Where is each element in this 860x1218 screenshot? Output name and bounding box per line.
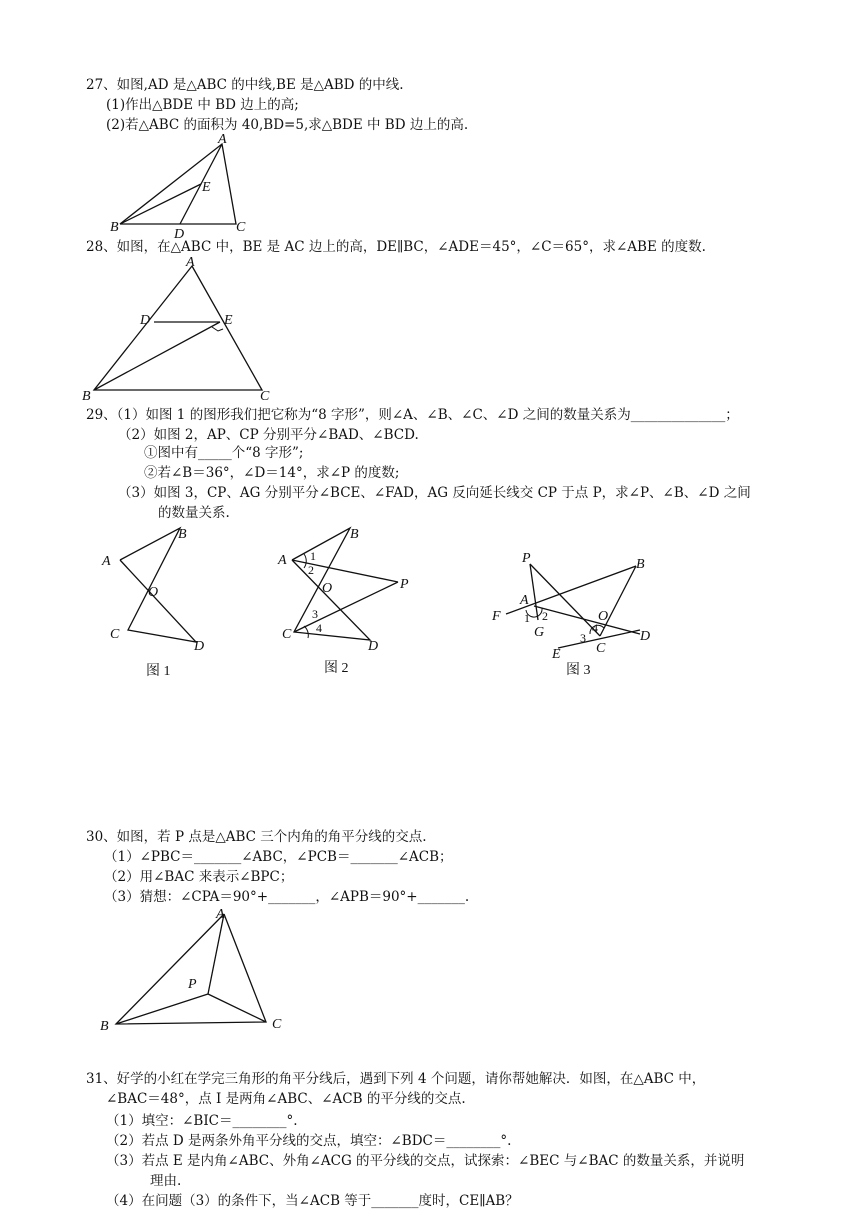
q30-label-a: A [216,907,225,922]
q29-part2: （2）如图 2，AP、CP 分别平分∠BAD、∠BCD. [118,427,419,443]
fig2-label-d: D [368,639,379,654]
q30-triangle-abc [116,914,266,1024]
q30-stem: 30、如图，若 P 点是△ABC 三个内角的角平分线的交点. [86,829,427,845]
q31-part4: （4）在问题（3）的条件下，当∠ACB 等于_______度时，CE∥AB？ [106,1193,519,1209]
fig3-line-ad [534,606,640,634]
q27-stem: 27、如图,AD 是△ABC 的中线,BE 是△ABD 的中线. [86,77,404,93]
q27-label-c: C [236,220,246,235]
fig1-label-a: A [102,554,111,569]
q27-label-e: E [202,180,211,195]
fig2-label-a: A [278,553,287,568]
q29-part3b: 的数量关系. [158,505,230,521]
fig3-label-c: C [596,641,606,656]
fig3-label-p: P [522,551,531,566]
q31-stem-2: ∠BAC＝48°，点 I 是两角∠ABC、∠ACB 的平分线的交点. [106,1091,466,1107]
fig3-label-a: A [520,593,529,608]
fig2-num-2: 2 [308,563,314,577]
q30-segment-ap [208,914,224,994]
fig3-label-b: B [636,557,645,572]
fig3-label-f: F [492,609,501,624]
q30-part3: （3）猜想：∠CPA＝90°+_______，∠APB＝90°+_______. [104,889,470,905]
q31-part2: （2）若点 D 是两条外角平分线的交点，填空：∠BDC＝________°. [106,1133,512,1149]
q27-label-a: A [218,132,227,147]
fig3-num-4: 4 [592,621,598,635]
fig3-label-e: E [552,647,561,662]
fig3-label-d: D [640,629,651,644]
q30-label-b: B [100,1019,109,1034]
fig2-label-p: P [400,577,409,592]
fig2-num-4: 4 [316,621,322,635]
fig1-label-c: C [110,627,120,642]
q30-part1: （1）∠PBC＝_______∠ABC，∠PCB＝_______∠ACB； [104,849,453,865]
q28-figure [78,254,278,404]
q29-part2b: ②若∠B＝36°，∠D＝14°，求∠P 的度数; [144,465,400,481]
q27-part2: (2)若△ABC 的面积为 40,BD=5,求△BDE 中 BD 边上的高. [106,117,469,133]
fig3-num-3: 3 [580,631,586,645]
q27-label-b: B [110,220,119,235]
fig2-label-o: O [322,581,333,596]
fig1-label-d: D [194,639,205,654]
fig2-angle-arc-c [304,626,308,638]
fig3-num-2: 2 [542,609,548,623]
q29-stem: 29、（1）如图 1 的图形我们把它称为“8 字形”，则∠A、∠B、∠C、∠D 之间的数量关系为______________； [86,407,739,423]
q28-altitude-be [94,322,220,390]
q31-part3: （3）若点 E 是内角∠ABC、外角∠ACG 的平分线的交点，试探索：∠BEC 与∠BAC 的数量关系，并说明 [106,1153,745,1169]
q31-part1: （1）填空：∠BIC＝________°. [106,1113,298,1129]
q30-part2: （2）用∠BAC 来表示∠BPC； [104,869,294,885]
q31-part3b: 理由. [150,1173,182,1189]
fig1-label-b: B [178,527,187,542]
fig3-line-pg [530,564,538,620]
q27-label-d: D [174,227,185,240]
fig3-num-1: 1 [524,611,530,625]
fig1-caption: 图 1 [146,664,171,679]
q27-part1: (1)作出△BDE 中 BD 边上的高; [106,97,299,113]
fig2-num-1: 1 [310,549,316,563]
fig2-caption: 图 2 [324,661,349,676]
q30-segment-bp [116,994,208,1024]
fig2-label-c: C [282,627,292,642]
fig3-caption: 图 3 [566,663,591,678]
q30-label-c: C [272,1017,282,1032]
q27-figure [108,130,258,240]
q28-label-e: E [224,313,233,328]
q29-figure-1 [96,520,216,680]
q28-stem: 28、如图，在△ABC 中，BE 是 AC 边上的高，DE∥BC，∠ADE＝45°，∠C＝65°，求∠ABE 的度数. [86,239,706,255]
fig1-label-o: O [148,585,159,600]
q28-triangle-abc [94,266,262,390]
q29-figure-3 [486,544,666,680]
q28-label-c: C [260,389,270,404]
fig3-label-o: O [598,609,609,624]
fig2-num-3: 3 [312,607,318,621]
fig3-label-g: G [534,625,545,640]
q28-label-d: D [140,313,151,328]
q28-right-angle-mark [212,327,223,331]
q31-stem: 31、好学的小红在学完三角形的角平分线后，遇到下列 4 个问题，请你帮她解决．如图，在△ABC 中， [86,1071,706,1087]
q27-triangle-abc [120,144,236,224]
fig2-angle-arc-a [304,554,306,568]
q30-label-p: P [188,977,197,992]
q27-median-be [120,184,201,224]
q29-figure-2 [272,518,422,680]
q30-figure [94,902,304,1036]
q28-label-a: A [186,255,195,270]
q28-label-b: B [82,389,91,404]
fig2-bisector-cp [294,582,398,632]
q29-part2a: ①图中有_____个“8 字形”; [144,445,304,461]
q29-part3: （3）如图 3，CP、AG 分别平分∠BCE、∠FAD，AG 反向延长线交 CP 于点 P，求∠P、∠B、∠D 之间 [118,485,751,501]
fig2-label-b: B [350,527,359,542]
